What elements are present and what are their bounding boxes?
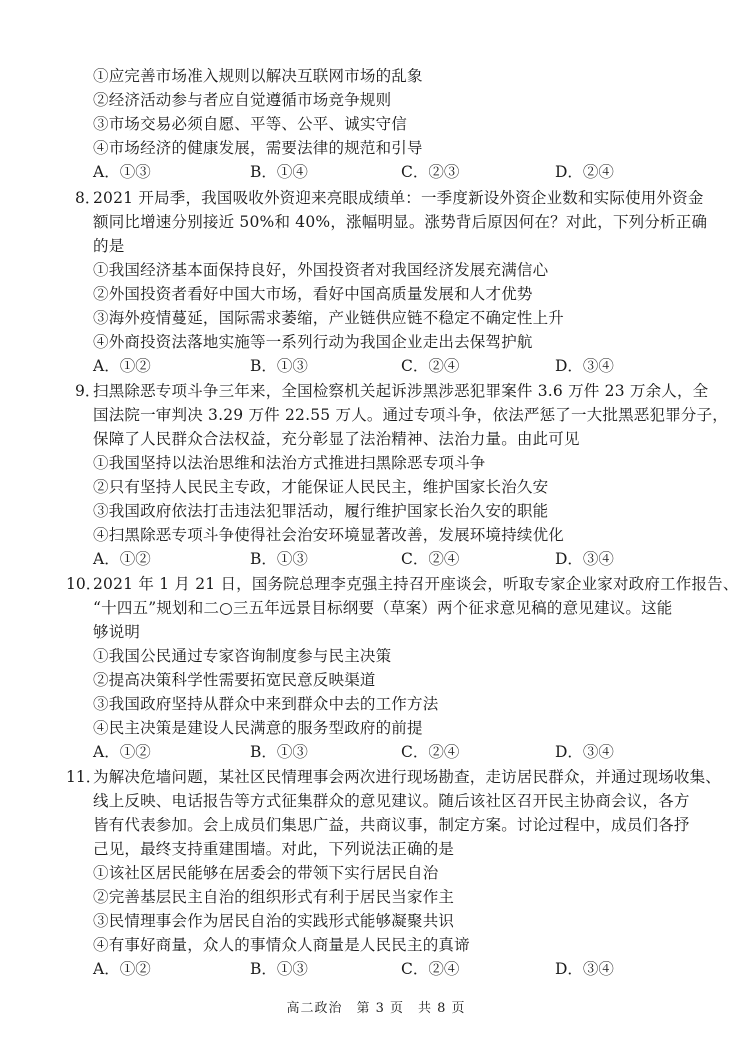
q11-number: 11． — [66, 768, 102, 786]
q8-text-3: 的是 — [93, 237, 125, 255]
q9-statement-4: ④扫黑除恶专项斗争使得社会治安环境显著改善，发展环境持续优化 — [93, 526, 565, 544]
q10-number: 10． — [66, 575, 102, 593]
q11-text-3: 皆有代表参加。会上成员们集思广益，共商议事，制定方案。讨论过程中，成员们各抒 — [93, 816, 690, 834]
q8-text-2: 额同比增速分别接近 50%和 40%，涨幅明显。涨势背后原因何在？对此，下列分析正确 — [93, 213, 708, 231]
q9-number: 9． — [75, 382, 101, 400]
q7-option-c: C．②③ — [401, 163, 460, 181]
q11-option-d: D．③④ — [555, 960, 614, 978]
q11-statement-3: ③民情理事会作为居民自治的实践形式能够凝聚共识 — [93, 912, 455, 930]
q8-option-d: D．③④ — [555, 357, 614, 375]
q11-text-2: 线上反映、电话报告等方式征集群众的意见建议。随后该社区召开民主协商会议，各方 — [93, 792, 690, 810]
q8-statement-3: ③海外疫情蔓延，国际需求萎缩，产业链供应链不稳定不确定性上升 — [93, 309, 565, 327]
q8-statement-4: ④外商投资法落地实施等一系列行动为我国企业走出去保驾护航 — [93, 333, 533, 351]
q11-statement-4: ④有事好商量，众人的事情众人商量是人民民主的真谛 — [93, 936, 470, 954]
q8-statement-2: ②外国投资者看好中国大市场，看好中国高质量发展和人才优势 — [93, 285, 533, 303]
q9-option-c: C．②④ — [401, 550, 460, 568]
q8-option-c: C．②④ — [401, 357, 460, 375]
q7-statement-3: ③市场交易必须自愿、平等、公平、诚实守信 — [93, 115, 408, 133]
q11-text-1: 为解决危墙问题，某社区民情理事会两次进行现场勘查，走访居民群众，并通过现场收集、 — [93, 768, 722, 786]
q9-option-d: D．③④ — [555, 550, 614, 568]
q8-option-b: B．①③ — [250, 357, 308, 375]
q10-text-2: “十四五”规划和二○三五年远景目标纲要（草案）两个征求意见稿的意见建议。这能 — [93, 599, 673, 617]
q9-text-1: 扫黑除恶专项斗争三年来，全国检察机关起诉涉黑涉恶犯罪案件 3.6 万件 23 万余人，全 — [93, 382, 709, 400]
q11-option-c: C．②④ — [401, 960, 460, 978]
page-footer: 高二政治 第 3 页 共 8 页 — [286, 1001, 466, 1016]
q9-option-b: B．①③ — [250, 550, 308, 568]
q7-statement-2: ②经济活动参与者应自觉遵循市场竞争规则 — [93, 91, 392, 109]
q10-text-3: 够说明 — [93, 623, 141, 641]
q7-statement-4: ④市场经济的健康发展，需要法律的规范和引导 — [93, 139, 423, 157]
q9-statement-3: ③我国政府依法打击违法犯罪活动，履行维护国家长治久安的职能 — [93, 502, 549, 520]
q11-option-b: B．①③ — [250, 960, 308, 978]
q8-number: 8． — [75, 189, 101, 207]
q9-text-3: 保障了人民群众合法权益，充分彰显了法治精神、法治力量。由此可见 — [93, 430, 580, 448]
q8-text-1: 2021 开局季，我国吸收外资迎来亮眼成绩单：一季度新设外资企业数和实际使用外资金 — [93, 189, 704, 207]
q7-option-a: A．①③ — [93, 163, 151, 181]
q10-text-1: 2021 年 1 月 21 日，国务院总理李克强主持召开座谈会，听取专家企业家对政府工作报告、 — [93, 575, 739, 593]
q10-option-c: C．②④ — [401, 743, 460, 761]
q7-statement-1: ①应完善市场准入规则以解决互联网市场的乱象 — [93, 67, 423, 85]
q10-option-b: B．①③ — [250, 743, 308, 761]
q11-statement-2: ②完善基层民主自治的组织形式有利于居民当家作主 — [93, 888, 455, 906]
q9-statement-2: ②只有坚持人民民主专政，才能保证人民民主，维护国家长治久安 — [93, 478, 549, 496]
q11-statement-1: ①该社区居民能够在居委会的带领下实行居民自治 — [93, 864, 439, 882]
q11-option-a: A．①② — [93, 960, 151, 978]
q8-option-a: A．①② — [93, 357, 151, 375]
q10-option-a: A．①② — [93, 743, 151, 761]
q9-statement-1: ①我国坚持以法治思维和法治方式推进扫黑除恶专项斗争 — [93, 454, 486, 472]
q9-text-2: 国法院一审判决 3.29 万件 22.55 万人。通过专项斗争，依法严惩了一大批黑恶犯罪分子， — [93, 406, 728, 424]
q8-statement-1: ①我国经济基本面保持良好，外国投资者对我国经济发展充满信心 — [93, 261, 549, 279]
q10-statement-3: ③我国政府坚持从群众中来到群众中去的工作方法 — [93, 695, 439, 713]
q10-option-d: D．③④ — [555, 743, 614, 761]
q11-text-4: 己见，最终支持重建围墙。对此，下列说法正确的是 — [93, 840, 455, 858]
q10-statement-2: ②提高决策科学性需要拓宽民意反映渠道 — [93, 671, 376, 689]
q7-option-d: D．②④ — [555, 163, 614, 181]
q9-option-a: A．①② — [93, 550, 151, 568]
q7-option-b: B．①④ — [250, 163, 308, 181]
q10-statement-4: ④民主决策是建设人民满意的服务型政府的前提 — [93, 719, 423, 737]
q10-statement-1: ①我国公民通过专家咨询制度参与民主决策 — [93, 647, 392, 665]
